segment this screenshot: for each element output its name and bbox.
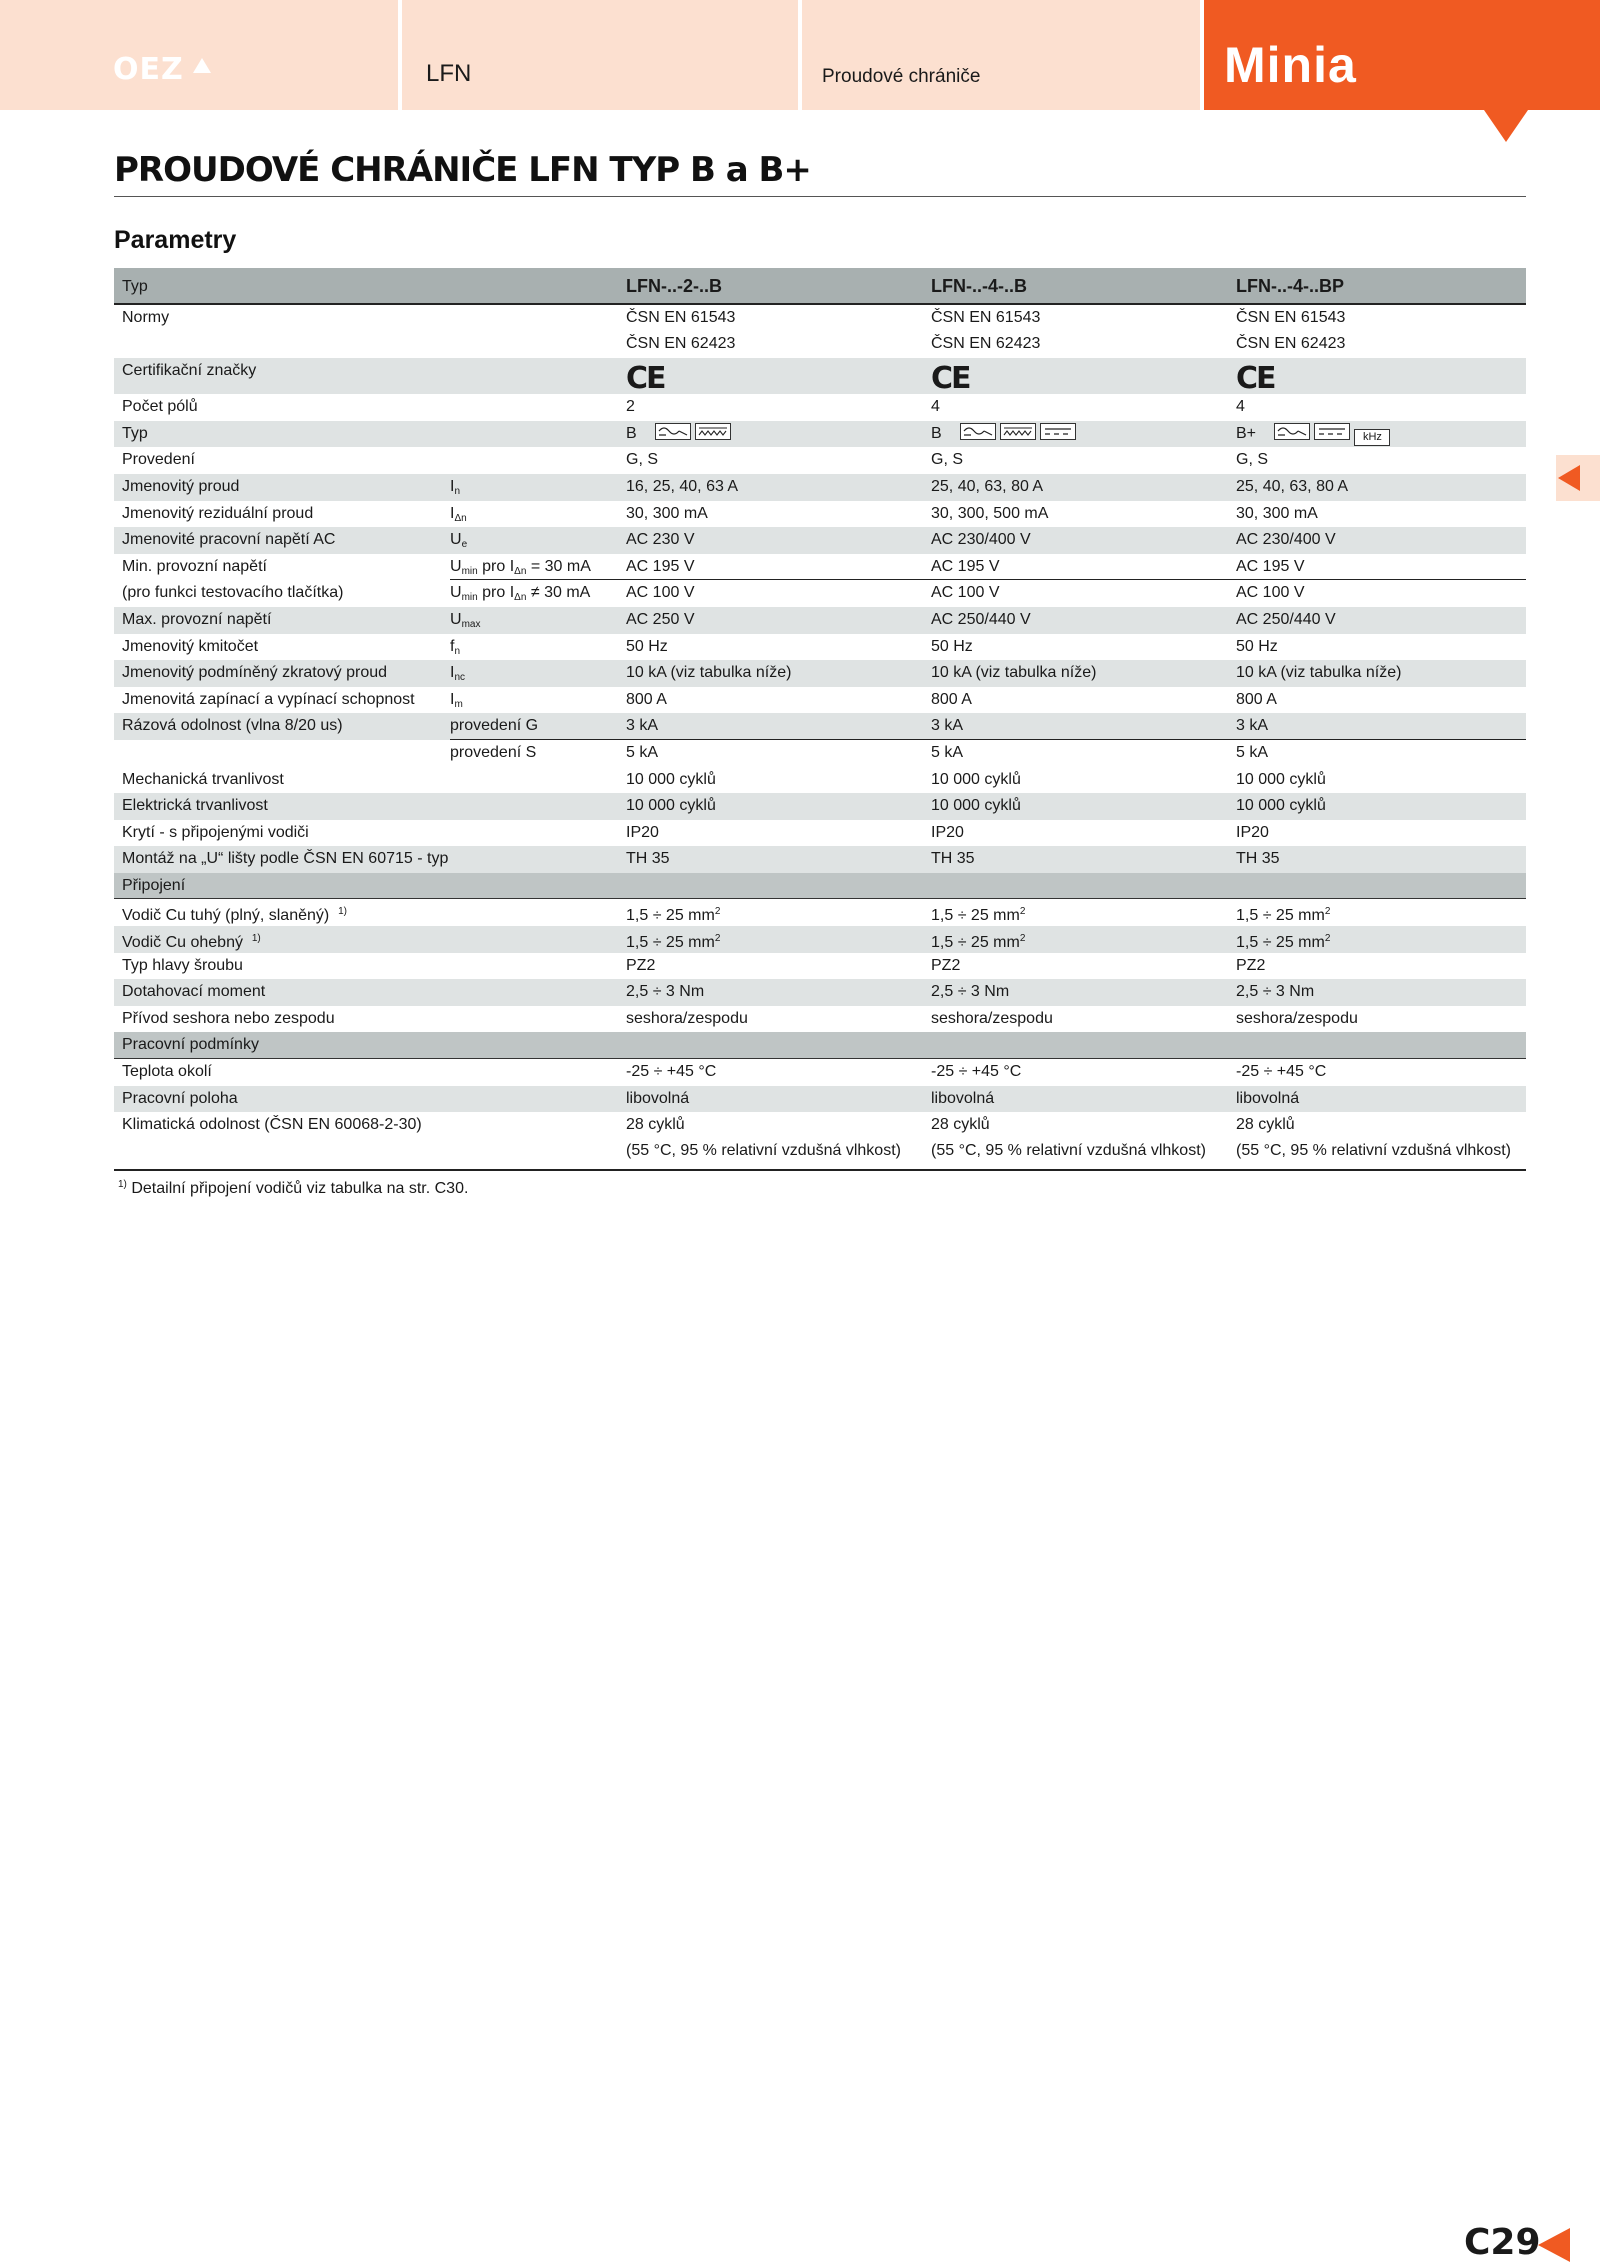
cell-value: 4 xyxy=(931,398,940,416)
row-symbol: $f_n$ xyxy=(450,637,461,657)
cell-value: 30, 300, 500 mA xyxy=(931,504,1049,522)
cell-value: B xyxy=(626,421,731,447)
row-label: Jmenovitá zapínací a vypínací schopnost xyxy=(122,690,415,708)
dc-symbol-icon xyxy=(1314,423,1350,440)
sub-row-divider xyxy=(450,739,1526,740)
cell-value: 2,5 ÷ 3 Nm xyxy=(931,983,1010,1001)
cell-value: TH 35 xyxy=(626,850,670,868)
cell-value: TH 35 xyxy=(1236,850,1280,868)
cell-value: 2,5 ÷ 3 Nm xyxy=(1236,983,1315,1001)
table-row-typ xyxy=(114,421,1526,448)
row-label: Typ xyxy=(122,424,148,442)
table-row-ue xyxy=(114,527,1526,554)
cell-value: AC 195 V xyxy=(931,557,1000,575)
dc-symbol-icon xyxy=(1040,423,1076,440)
cell-value: seshora/zespodu xyxy=(1236,1009,1358,1027)
cell-value: PZ2 xyxy=(1236,956,1266,974)
cell-value: libovolná xyxy=(626,1089,690,1107)
table-row-flex xyxy=(114,926,1526,953)
row-symbol: $I_m$ xyxy=(450,690,463,710)
oez-logo: OEZ xyxy=(113,52,184,87)
cell-value: 50 Hz xyxy=(1236,637,1278,655)
brand-tab-pointer-icon xyxy=(1484,110,1528,142)
row-symbol: $U_e$ xyxy=(450,531,468,551)
cell-value: 10 kA (viz tabulka níže) xyxy=(931,664,1097,682)
table-row-im xyxy=(114,687,1526,714)
section-row-connection xyxy=(114,873,1526,900)
row-label: Jmenovité pracovní napětí AC xyxy=(122,531,336,549)
section-label: Pracovní podmínky xyxy=(122,1036,259,1054)
row-symbol: $I_{nc}$ xyxy=(450,664,466,684)
table-bottom-rule xyxy=(114,1169,1526,1171)
cell-value: seshora/zespodu xyxy=(931,1009,1053,1027)
ce-mark-icon: CE xyxy=(931,361,970,397)
cell-value: TH 35 xyxy=(931,850,975,868)
cell-value: ČSN EN 61543 ČSN EN 62423 xyxy=(931,309,1041,352)
table-row-surge xyxy=(114,713,1526,766)
cell-value: ČSN EN 61543 ČSN EN 62423 xyxy=(626,309,736,352)
cell-value: 2,5 ÷ 3 Nm xyxy=(626,983,705,1001)
cell-value: 5 kA xyxy=(1236,743,1269,761)
row-label: Montáž na „U“ lišty podle ČSN EN 60715 - typ xyxy=(122,850,449,868)
section-row-working-conditions xyxy=(114,1032,1526,1059)
cell-value: AC 100 V xyxy=(1236,584,1305,602)
cell-value: 10 000 cyklů xyxy=(931,770,1021,788)
cell-value: 3 kA xyxy=(931,717,964,735)
cell-value: 800 A xyxy=(1236,690,1277,708)
cell-value: 3 kA xyxy=(626,717,659,735)
cell-value: 25, 40, 63, 80 A xyxy=(931,477,1044,495)
cell-value: 16, 25, 40, 63 A xyxy=(626,477,739,495)
header-col-1: LFN-..-2-..B xyxy=(626,276,722,296)
cell-value: G, S xyxy=(931,451,964,469)
table-row-poles xyxy=(114,394,1526,421)
table-row-mech xyxy=(114,767,1526,794)
hf-ripple-symbol-icon xyxy=(695,423,731,440)
cell-value: 10 000 cyklů xyxy=(626,770,716,788)
cell-value: 5 kA xyxy=(931,743,964,761)
cell-value: 1,5 ÷ 25 $mm^2$ xyxy=(931,933,1026,952)
row-variant: provedení S xyxy=(450,743,537,761)
row-label: Certifikační značky xyxy=(122,362,257,380)
cell-value: 28 cyklů (55 °C, 95 % relativní vzdušná vlhkost) xyxy=(626,1116,901,1160)
cell-value: AC 100 V xyxy=(626,584,695,602)
khz-symbol-icon: kHz xyxy=(1354,429,1390,446)
cell-value: 10 kA (viz tabulka níže) xyxy=(1236,664,1402,682)
header-product-cell xyxy=(402,0,798,110)
table-row-normy xyxy=(114,305,1526,358)
cell-value: AC 250/440 V xyxy=(1236,610,1336,628)
cell-value: 5 kA xyxy=(626,743,659,761)
cell-value: IP20 xyxy=(626,823,659,841)
cell-value: PZ2 xyxy=(626,956,656,974)
section-label: Připojení xyxy=(122,876,186,894)
table-row-position xyxy=(114,1086,1526,1113)
logo-triangle-icon xyxy=(193,58,211,73)
header-category: Proudové chrániče xyxy=(822,66,981,87)
cell-value: 1,5 ÷ 25 $mm^2$ xyxy=(931,906,1026,925)
table-row-elec xyxy=(114,793,1526,820)
cell-value: 25, 40, 63, 80 A xyxy=(1236,477,1349,495)
table-row-climate xyxy=(114,1112,1526,1165)
header-col-2: LFN-..-4-..B xyxy=(931,276,1027,296)
side-arrow-icon xyxy=(1558,465,1580,491)
parameters-table xyxy=(114,268,1526,1165)
cell-value: libovolná xyxy=(1236,1089,1300,1107)
table-row-provedeni xyxy=(114,447,1526,474)
cell-value: AC 230/400 V xyxy=(1236,531,1336,549)
cell-value: 50 Hz xyxy=(931,637,973,655)
cell-value: 10 kA (viz tabulka níže) xyxy=(626,664,792,682)
header-brand: Minia xyxy=(1224,37,1357,93)
section-title: Parametry xyxy=(114,226,237,254)
cell-value: 10 000 cyklů xyxy=(626,797,716,815)
cell-value: AC 250/440 V xyxy=(931,610,1031,628)
row-symbol: $I_n$ xyxy=(450,477,461,497)
row-label: Vodič Cu ohebný $^{1)}$ xyxy=(122,933,261,952)
cell-value: 2 xyxy=(626,398,635,416)
row-label: Pracovní poloha xyxy=(122,1089,238,1107)
row-symbol: $I_{\Delta n}$ xyxy=(450,504,467,524)
row-variant: provedení G xyxy=(450,717,539,735)
cell-value: AC 230/400 V xyxy=(931,531,1031,549)
row-label: Přívod seshora nebo zespodu xyxy=(122,1009,335,1027)
row-symbol: $U_{min}$ pro $I_{\Delta n} \ne 30$ mA xyxy=(450,584,591,604)
row-label: Krytí - s připojenými vodiči xyxy=(122,823,309,841)
page-arrow-icon xyxy=(1538,2228,1570,2262)
cell-value: B+ kHz xyxy=(1236,421,1390,447)
cell-value: AC 250 V xyxy=(626,610,695,628)
row-label: Mechanická trvanlivost xyxy=(122,770,284,788)
table-row-temp xyxy=(114,1059,1526,1086)
cell-value: ČSN EN 61543 ČSN EN 62423 xyxy=(1236,309,1346,352)
cell-value: 10 000 cyklů xyxy=(1236,797,1326,815)
row-label: Rázová odolnost (vlna 8/20 us) xyxy=(122,717,343,735)
header-category-cell xyxy=(802,0,1200,110)
table-row-torque xyxy=(114,979,1526,1006)
row-symbol: $U_{max}$ xyxy=(450,610,481,630)
row-symbol: $U_{min}$ pro $I_{\Delta n} = 30$ mA xyxy=(450,557,591,577)
cell-value: 10 000 cyklů xyxy=(931,797,1021,815)
title-divider xyxy=(114,196,1526,197)
cell-value: -25 ÷ +45 °C xyxy=(1236,1063,1327,1081)
cell-value: AC 195 V xyxy=(1236,557,1305,575)
cell-value: 28 cyklů (55 °C, 95 % relativní vzdušná vlhkost) xyxy=(931,1116,1206,1160)
header-logo-cell xyxy=(0,0,398,110)
header-col-3: LFN-..-4-..BP xyxy=(1236,276,1344,296)
cell-value: 3 kA xyxy=(1236,717,1269,735)
cell-value: -25 ÷ +45 °C xyxy=(931,1063,1022,1081)
ac-pulse-symbol-icon xyxy=(960,423,996,440)
row-label: Teplota okolí xyxy=(122,1063,212,1081)
hf-ripple-symbol-icon xyxy=(1000,423,1036,440)
row-label: Jmenovitý podmíněný zkratový proud xyxy=(122,664,388,682)
cell-value: IP20 xyxy=(931,823,964,841)
footnote: $^{1)}$ Detailní připojení vodičů viz tabulka na str. C30. xyxy=(118,1179,469,1197)
row-label: Dotahovací moment xyxy=(122,983,266,1001)
table-row-in xyxy=(114,474,1526,501)
row-label: Typ hlavy šroubu xyxy=(122,956,243,974)
table-row-solid xyxy=(114,899,1526,926)
cell-value: 1,5 ÷ 25 $mm^2$ xyxy=(1236,933,1331,952)
cell-value: libovolná xyxy=(931,1089,995,1107)
cell-value: PZ2 xyxy=(931,956,961,974)
table-row-supply xyxy=(114,1006,1526,1033)
table-header-row xyxy=(114,268,1526,305)
ce-mark-icon: CE xyxy=(1236,361,1275,397)
row-label: Jmenovitý kmitočet xyxy=(122,637,259,655)
row-label: Elektrická trvanlivost xyxy=(122,797,268,815)
cell-value: 10 000 cyklů xyxy=(1236,770,1326,788)
cell-value: 1,5 ÷ 25 $mm^2$ xyxy=(626,933,721,952)
cell-value: 4 xyxy=(1236,398,1245,416)
table-row-idn xyxy=(114,501,1526,528)
table-row-inc xyxy=(114,660,1526,687)
page-title: PROUDOVÉ CHRÁNIČE LFN TYP B a B+ xyxy=(114,150,811,190)
header-product: LFN xyxy=(426,60,472,87)
cell-value: G, S xyxy=(1236,451,1269,469)
page-header xyxy=(0,0,1600,110)
cell-value: 1,5 ÷ 25 $mm^2$ xyxy=(1236,906,1331,925)
cell-value: AC 230 V xyxy=(626,531,695,549)
table-row-cert xyxy=(114,358,1526,397)
row-label: Jmenovitý reziduální proud xyxy=(122,504,314,522)
cell-value: G, S xyxy=(626,451,659,469)
cell-value: AC 100 V xyxy=(931,584,1000,602)
row-label: Vodič Cu tuhý (plný, slaněný) $^{1)}$ xyxy=(122,906,348,925)
row-label: Max. provozní napětí xyxy=(122,610,272,628)
cell-value: 30, 300 mA xyxy=(1236,504,1318,522)
table-row-screw xyxy=(114,953,1526,980)
cell-value: 50 Hz xyxy=(626,637,668,655)
cell-value: 30, 300 mA xyxy=(626,504,708,522)
row-label: Počet pólů xyxy=(122,398,198,416)
row-label: Min. provozní napětí (pro funkci testovacího tlačítka) xyxy=(122,557,344,601)
cell-value: 800 A xyxy=(626,690,667,708)
row-label: Normy xyxy=(122,309,170,326)
table-row-umin xyxy=(114,554,1526,607)
cell-value: IP20 xyxy=(1236,823,1269,841)
cell-value: -25 ÷ +45 °C xyxy=(626,1063,717,1081)
cell-value: 28 cyklů (55 °C, 95 % relativní vzdušná vlhkost) xyxy=(1236,1116,1511,1160)
cell-value: 800 A xyxy=(931,690,972,708)
cell-value: seshora/zespodu xyxy=(626,1009,748,1027)
cell-value: 1,5 ÷ 25 $mm^2$ xyxy=(626,906,721,925)
row-label: Klimatická odolnost (ČSN EN 60068-2-30) xyxy=(122,1116,422,1134)
page-number: C29 xyxy=(1464,2222,1541,2263)
row-label: Provedení xyxy=(122,451,195,469)
ac-pulse-symbol-icon xyxy=(1274,423,1310,440)
cell-value: AC 195 V xyxy=(626,557,695,575)
cell-value: B xyxy=(931,421,1076,447)
table-row-mount xyxy=(114,846,1526,873)
ac-pulse-symbol-icon xyxy=(655,423,691,440)
row-label: Jmenovitý proud xyxy=(122,477,240,495)
header-label: Typ xyxy=(122,278,148,295)
ce-mark-icon: CE xyxy=(626,361,665,397)
table-row-fn xyxy=(114,634,1526,661)
table-row-umax xyxy=(114,607,1526,634)
table-row-ip xyxy=(114,820,1526,847)
